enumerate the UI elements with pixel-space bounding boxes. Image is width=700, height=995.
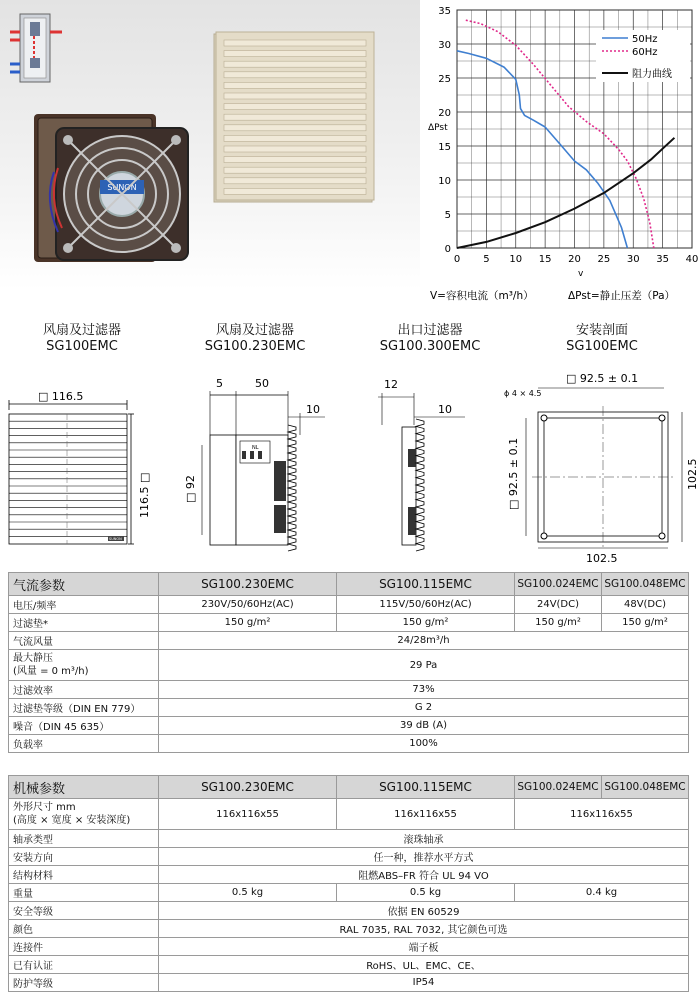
table-row [9, 632, 689, 650]
table-cell: 24V(DC) [515, 596, 602, 614]
fin-profile [288, 425, 296, 551]
row-label [9, 799, 159, 830]
front-height-dim: 116.5 □ [138, 472, 151, 518]
row-label: 安全等级 [9, 902, 159, 920]
table-cell: 29 Pa [159, 650, 689, 681]
view-title-3 [350, 323, 510, 355]
pressure-flow-chart [420, 0, 700, 306]
x-tick-label: 20 [568, 254, 581, 265]
mech-header-row [9, 776, 689, 799]
mech-header-col1: SG100.230EMC [159, 776, 337, 799]
view-title-2-model: SG100.230EMC [204, 339, 306, 354]
x-tick-label: 35 [656, 254, 669, 265]
grille-louver [224, 104, 366, 110]
table-cell: 24/28m³/h [159, 632, 689, 650]
outlet-view-drawing [370, 375, 470, 565]
table-cell: 150 g/m² [602, 614, 689, 632]
outlet-dim-12: 12 [384, 378, 398, 391]
table-row [9, 956, 689, 974]
filter-grille-photo [210, 30, 376, 206]
row-label-line1: 最大静压 [13, 653, 53, 664]
table-row [9, 920, 689, 938]
table-cell: 150 g/m² [337, 614, 515, 632]
x-tick-label: 30 [626, 254, 640, 265]
table-row [9, 699, 689, 717]
row-label: 气流风量 [9, 632, 159, 650]
table-cell: RoHS、UL、EMC、CE、 [159, 956, 689, 974]
side-height-dim: □ 92 [184, 475, 197, 503]
side-nl-label: NL [252, 445, 259, 451]
y-tick-label: 10 [438, 176, 451, 187]
row-label: 颜色 [9, 920, 159, 938]
row-label: 过滤垫等级（DIN EN 779） [9, 699, 159, 717]
table-row [9, 902, 689, 920]
row-label-line1: 外形尺寸 mm [13, 802, 76, 813]
row-label-line2: (风量 = 0 m³/h) [13, 666, 89, 677]
grille-louver [224, 61, 366, 67]
legend-label: 阻力曲线 [632, 69, 672, 80]
view-title-2-name: 风扇及过滤器 [215, 323, 294, 338]
table-cell: 116x116x55 [337, 799, 515, 830]
row-label: 防护等级 [9, 974, 159, 992]
row-label: 结构材料 [9, 866, 159, 884]
grille-louver [224, 114, 366, 120]
airflow-params-table [8, 572, 689, 753]
table-cell: 150 g/m² [515, 614, 602, 632]
airflow-header-col4: SG100.048EMC [602, 573, 689, 596]
x-tick-label: 0 [453, 254, 461, 265]
table-cell: 39 dB (A) [159, 717, 689, 735]
grille-louver [224, 135, 366, 141]
table-row [9, 650, 689, 681]
x-axis-label: V=容积电流（m³/h） [430, 290, 534, 302]
cutout-left-dim: □ 92.5 ± 0.1 [507, 437, 520, 510]
airflow-header-col2: SG100.115EMC [337, 573, 515, 596]
view-title-4-name: 安装剖面 [575, 323, 628, 338]
table-cell: 依据 EN 60529 [159, 902, 689, 920]
row-label: 过滤垫* [9, 614, 159, 632]
table-cell: 100% [159, 735, 689, 753]
front-width-dim: □ 116.5 [38, 390, 84, 403]
row-label: 电压/频率 [9, 596, 159, 614]
table-row [9, 596, 689, 614]
row-label: 噪音（DIN 45 635） [9, 717, 159, 735]
view-title-1-model: SG100EMC [46, 339, 118, 354]
x-axis-letter: v [578, 269, 584, 279]
side-dim-50: 50 [255, 377, 269, 390]
table-cell: 73% [159, 681, 689, 699]
row-label: 负载率 [9, 735, 159, 753]
table-row [9, 884, 689, 902]
y-tick-label: 30 [438, 40, 451, 51]
y-tick-label: 20 [438, 108, 451, 119]
y-tick-label: 0 [444, 244, 451, 255]
mechanical-params-table [8, 775, 689, 992]
grille-louver [224, 40, 366, 46]
outlet-dim-10: 10 [438, 403, 452, 416]
grille-louver [224, 125, 366, 131]
mech-header-col3: SG100.024EMC [515, 776, 602, 799]
mech-header-col2: SG100.115EMC [337, 776, 515, 799]
grille-louver [224, 51, 366, 57]
table-row [9, 830, 689, 848]
table-cell: 116x116x55 [515, 799, 689, 830]
view-title-4-model: SG100EMC [566, 339, 638, 354]
table-cell: G 2 [159, 699, 689, 717]
table-cell: 0.4 kg [515, 884, 689, 902]
legend-label: 50Hz [632, 34, 658, 45]
view-title-4 [522, 323, 682, 355]
table-row [9, 938, 689, 956]
fan-photo [28, 108, 198, 268]
cutout-holes-label: ϕ 4 × 4.5 [504, 389, 542, 398]
row-label: 重量 [9, 884, 159, 902]
front-view-drawing [0, 390, 170, 560]
table-cell: 滚珠轴承 [159, 830, 689, 848]
grille-louver [224, 178, 366, 184]
grille-louver [224, 72, 366, 78]
table-cell: 0.5 kg [159, 884, 337, 902]
table-row [9, 717, 689, 735]
table-row [9, 974, 689, 992]
cutout-top-dim: □ 92.5 ± 0.1 [566, 372, 639, 385]
x-axis-label-extra: ΔPst=静止压差（Pa） [568, 290, 676, 302]
x-tick-label: 5 [483, 254, 490, 265]
table-cell: 阻燃ABS–FR 符合 UL 94 VO [159, 866, 689, 884]
row-label: 轴承类型 [9, 830, 159, 848]
chart-legend [596, 30, 690, 82]
y-axis-label: ΔPst [428, 123, 448, 133]
view-title-3-name: 出口过滤器 [397, 323, 463, 338]
x-tick-label: 40 [685, 254, 699, 265]
table-cell: RAL 7035, RAL 7032, 其它颜色可选 [159, 920, 689, 938]
table-row [9, 848, 689, 866]
view-title-2 [175, 323, 335, 355]
y-tick-label: 15 [438, 142, 451, 153]
grille-louver [224, 167, 366, 173]
table-cell: 48V(DC) [602, 596, 689, 614]
table-row [9, 799, 689, 830]
mech-header-col4: SG100.048EMC [602, 776, 689, 799]
table-row [9, 866, 689, 884]
cutout-view-drawing [500, 370, 700, 570]
table-cell: 端子板 [159, 938, 689, 956]
cabinet-airflow-icon [8, 10, 64, 88]
fan-brand-label: SUNON [107, 183, 137, 192]
airflow-header-label: 气流参数 [9, 573, 159, 596]
x-tick-label: 15 [538, 254, 552, 265]
side-dim-5: 5 [216, 377, 223, 390]
mech-header-label: 机械参数 [9, 776, 159, 799]
table-cell: 150 g/m² [159, 614, 337, 632]
row-label: 安装方向 [9, 848, 159, 866]
airflow-header-col3: SG100.024EMC [515, 573, 602, 596]
table-cell: IP54 [159, 974, 689, 992]
table-cell: 0.5 kg [337, 884, 515, 902]
view-title-1-name: 风扇及过滤器 [42, 323, 121, 338]
front-brand-label: SUNON [109, 537, 122, 541]
view-title-1 [2, 323, 162, 355]
table-cell: 任一种，推荐水平方式 [159, 848, 689, 866]
row-label: 连接件 [9, 938, 159, 956]
y-tick-label: 5 [444, 210, 451, 221]
row-label: 已有认证 [9, 956, 159, 974]
row-label-line2: (高度 × 宽度 × 安装深度) [13, 815, 131, 826]
y-tick-label: 35 [438, 6, 451, 17]
table-row [9, 614, 689, 632]
side-dim-10: 10 [306, 403, 320, 416]
grille-louver [224, 82, 366, 88]
cutout-bottom-dim: 102.5 [586, 552, 618, 565]
x-tick-label: 25 [597, 254, 611, 265]
grille-louver [224, 188, 366, 194]
y-tick-label: 25 [438, 74, 451, 85]
table-row [9, 681, 689, 699]
table-cell: 230V/50/60Hz(AC) [159, 596, 337, 614]
fin-profile [416, 419, 424, 551]
table-cell: 116x116x55 [159, 799, 337, 830]
grille-louver [224, 157, 366, 163]
view-title-3-model: SG100.300EMC [379, 339, 481, 354]
row-label: 过滤效率 [9, 681, 159, 699]
row-label [9, 650, 159, 681]
airflow-header-row [9, 573, 689, 596]
x-tick-label: 10 [509, 254, 523, 265]
side-view-drawing [180, 375, 340, 565]
grille-louver [224, 93, 366, 99]
table-cell: 115V/50/60Hz(AC) [337, 596, 515, 614]
cutout-right-dim: 102.5 [686, 458, 699, 490]
grille-louver [224, 146, 366, 152]
airflow-header-col1: SG100.230EMC [159, 573, 337, 596]
table-row [9, 735, 689, 753]
legend-label: 60Hz [632, 47, 658, 58]
